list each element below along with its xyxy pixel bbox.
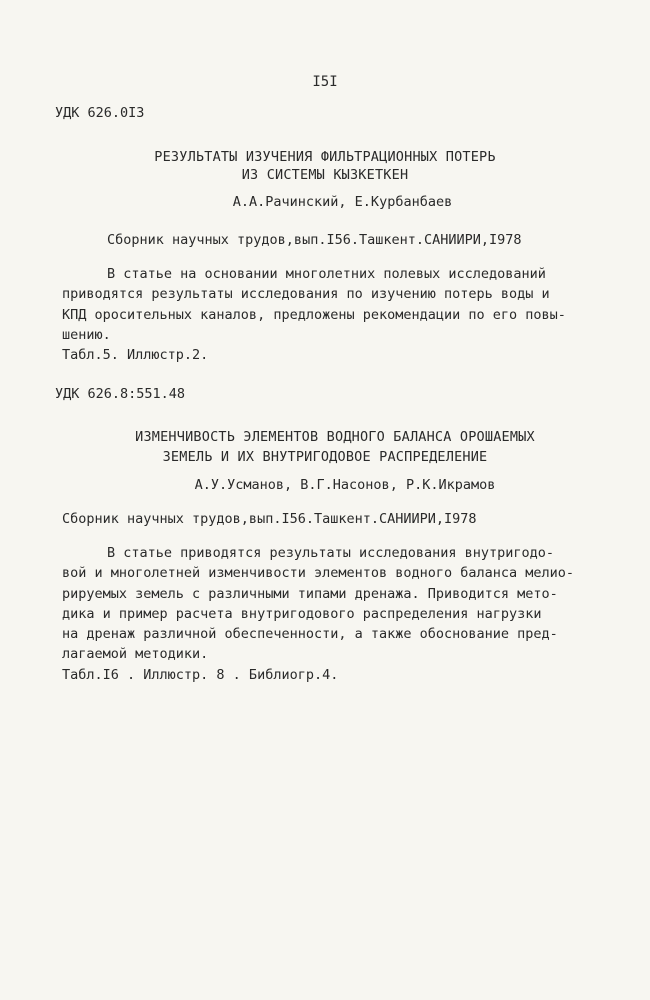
abstract-line: КПД оросительных каналов, предложены рекомендации по его повы- [62,307,566,323]
abstract-line: лагаемой методики. [62,646,209,662]
abstract-line: вой и многолетней изменчивости элементов водного баланса мелио- [62,565,575,581]
article-title-line: ИЗМЕНЧИВОСТЬ ЭЛЕМЕНТОВ ВОДНОГО БАЛАНСА ОРОШАЕМЫХ [135,429,535,445]
article-title-line: РЕЗУЛЬТАТЫ ИЗУЧЕНИЯ ФИЛЬТРАЦИОННЫХ ПОТЕРЬ [154,149,496,165]
abstract-line: В статье приводятся результаты исследования внутригодо- [107,545,555,561]
bibliographic-footnote: Табл.I6 . Иллюстр. 8 . Библиогр.4. [62,667,339,683]
abstract-line: дика и пример расчета внутригодового распределения нагрузки [62,606,542,622]
authors: А.У.Усманов, В.Г.Насонов, Р.К.Икрамов [194,477,496,493]
source-citation: Сборник научных трудов,вып.I56.Ташкент.САНИИРИ,I978 [107,232,522,248]
abstract-line: шению. [62,327,111,343]
authors: А.А.Рачинский, Е.Курбанбаев [232,194,453,210]
page-number: I5I [312,74,338,90]
abstract-line: В статье на основании многолетних полевых исследований [107,266,546,282]
abstract-line: рируемых земель с различными типами дренажа. Приводится мето- [62,586,558,602]
udc-code: УДК 626.8:551.48 [55,386,186,402]
article-title-line: ЗЕМЕЛЬ И ИХ ВНУТРИГОДОВОЕ РАСПРЕДЕЛЕНИЕ [162,449,488,465]
abstract-line: на дренаж различной обеспеченности, а также обоснование пред- [62,626,558,642]
udc-code: УДК 626.0I3 [55,105,145,121]
abstract-line: приводятся результаты исследования по изучению потерь воды и [62,286,550,302]
article-title-line: ИЗ СИСТЕМЫ КЫЗКЕТКЕН [241,167,409,183]
bibliographic-footnote: Табл.5. Иллюстр.2. [62,347,209,363]
source-citation: Сборник научных трудов,вып.I56.Ташкент.САНИИРИ,I978 [62,511,477,527]
